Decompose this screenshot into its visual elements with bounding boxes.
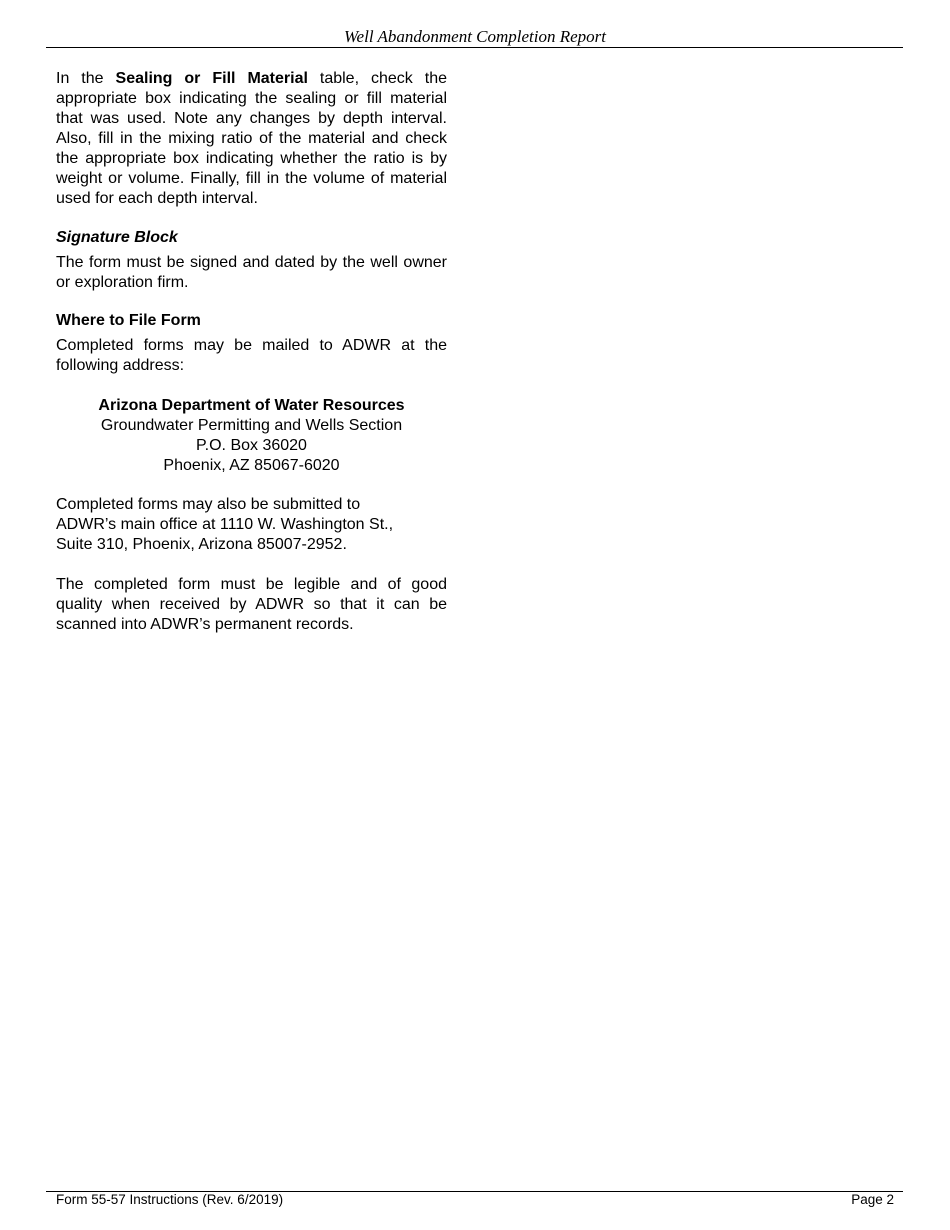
page-header-title: Well Abandonment Completion Report (343, 27, 607, 46)
office-line-1: Completed forms may also be submitted to (56, 496, 361, 513)
signature-heading: Signature Block (56, 229, 178, 246)
sealing-paragraph (56, 69, 447, 209)
address-city: Phoenix, AZ 85067-6020 (163, 457, 340, 474)
footer-page-number: Page 2 (851, 1192, 894, 1207)
where-to-file-heading: Where to File Form (56, 312, 201, 329)
legibility-paragraph: The completed form must be legible and of good quality when received by ADWR so that it can be scanned into ADWR’s permanent records. (56, 576, 447, 633)
instructions-column (56, 69, 447, 635)
office-line-2: ADWR’s main office at 1110 W. Washington St., (56, 516, 394, 533)
footer-form-number: Form 55-57 Instructions (Rev. 6/2019) (56, 1192, 284, 1207)
header-divider (46, 47, 903, 48)
office-line-3: Suite 310, Phoenix, Arizona 85007-2952. (56, 536, 347, 553)
address-section: Groundwater Permitting and Wells Section (100, 417, 403, 434)
mailing-address (56, 396, 447, 476)
sealing-table-name: Sealing or Fill Material (115, 70, 308, 87)
sealing-intro: In the (56, 70, 116, 87)
sealing-text: table, check the appropriate box indicating the sealing or fill material that was used. Note any changes by depth interval. Also, fill in the mixing ratio of the material and check the appropriate box indicating whether the ratio is by weight or volume. Finally, fill in the volume of material used for each depth interval. (56, 70, 448, 207)
where-to-file-paragraph: Completed forms may be mailed to ADWR at the following address: (56, 337, 447, 374)
address-box: P.O. Box 36020 (196, 437, 307, 454)
signature-paragraph: The form must be signed and dated by the well owner or exploration firm. (56, 254, 447, 291)
office-paragraph (56, 495, 447, 555)
address-org: Arizona Department of Water Resources (98, 397, 405, 414)
